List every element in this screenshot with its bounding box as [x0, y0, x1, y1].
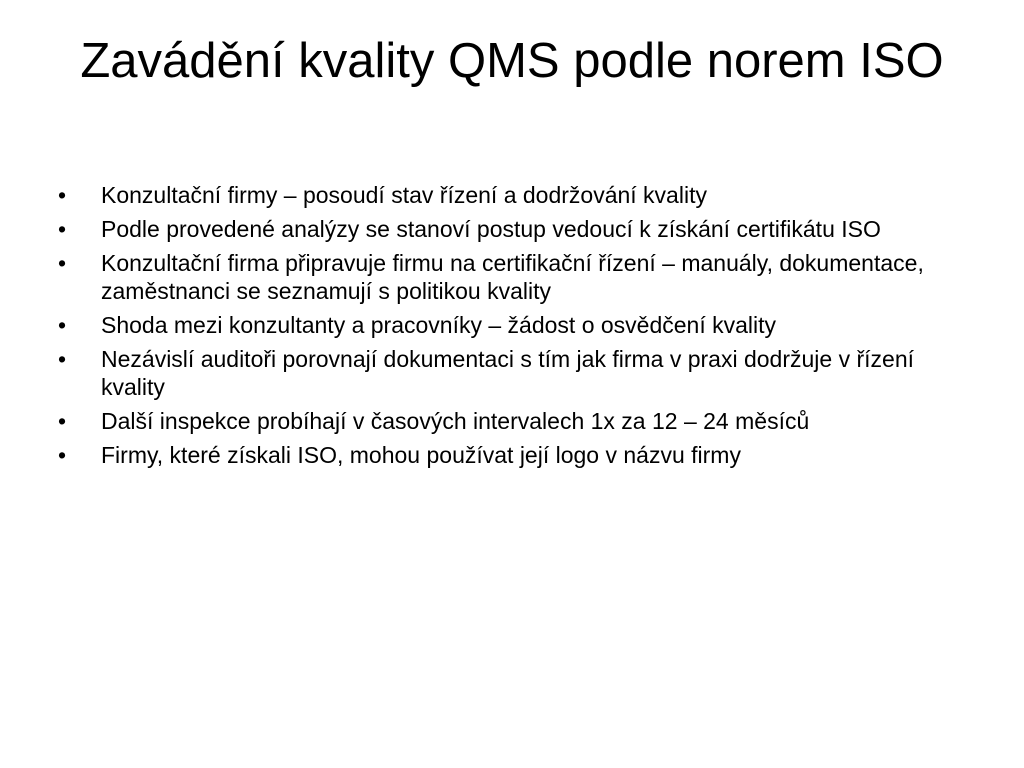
bullet-item	[58, 215, 978, 243]
bullet-item	[58, 249, 978, 305]
bullet-icon: •	[58, 442, 67, 468]
bullet-text: Další inspekce probíhají v časových intervalech 1x za 12 – 24 měsíců	[101, 408, 810, 434]
bullet-item	[58, 181, 978, 209]
bullet-icon: •	[58, 346, 67, 372]
bullet-text: Shoda mezi konzultanty a pracovníky – žádost o osvědčení kvality	[101, 312, 777, 338]
bullet-icon: •	[58, 216, 67, 242]
bullet-icon: •	[58, 312, 67, 338]
bullet-item	[58, 441, 978, 469]
bullet-text: Konzultační firma připravuje firmu na certifikační řízení – manuály, dokumentace, zaměstnanci se seznamují s politikou kvality	[101, 250, 924, 304]
slide-title: Zavádění kvality QMS podle norem ISO	[80, 34, 944, 88]
bullet-text: Podle provedené analýzy se stanoví postup vedoucí k získání certifikátu ISO	[101, 216, 881, 242]
bullet-icon: •	[58, 182, 67, 208]
bullet-item	[58, 311, 978, 339]
bullet-text: Konzultační firmy – posoudí stav řízení a dodržování kvality	[101, 182, 707, 208]
bullet-item	[58, 345, 978, 401]
bullet-text: Nezávislí auditoři porovnají dokumentaci s tím jak firma v praxi dodržuje v řízení kvality	[101, 346, 914, 400]
bullet-list	[58, 181, 978, 475]
bullet-icon: •	[58, 408, 67, 434]
bullet-icon: •	[58, 250, 67, 276]
bullet-item	[58, 407, 978, 435]
bullet-text: Firmy, které získali ISO, mohou používat její logo v názvu firmy	[101, 442, 741, 468]
